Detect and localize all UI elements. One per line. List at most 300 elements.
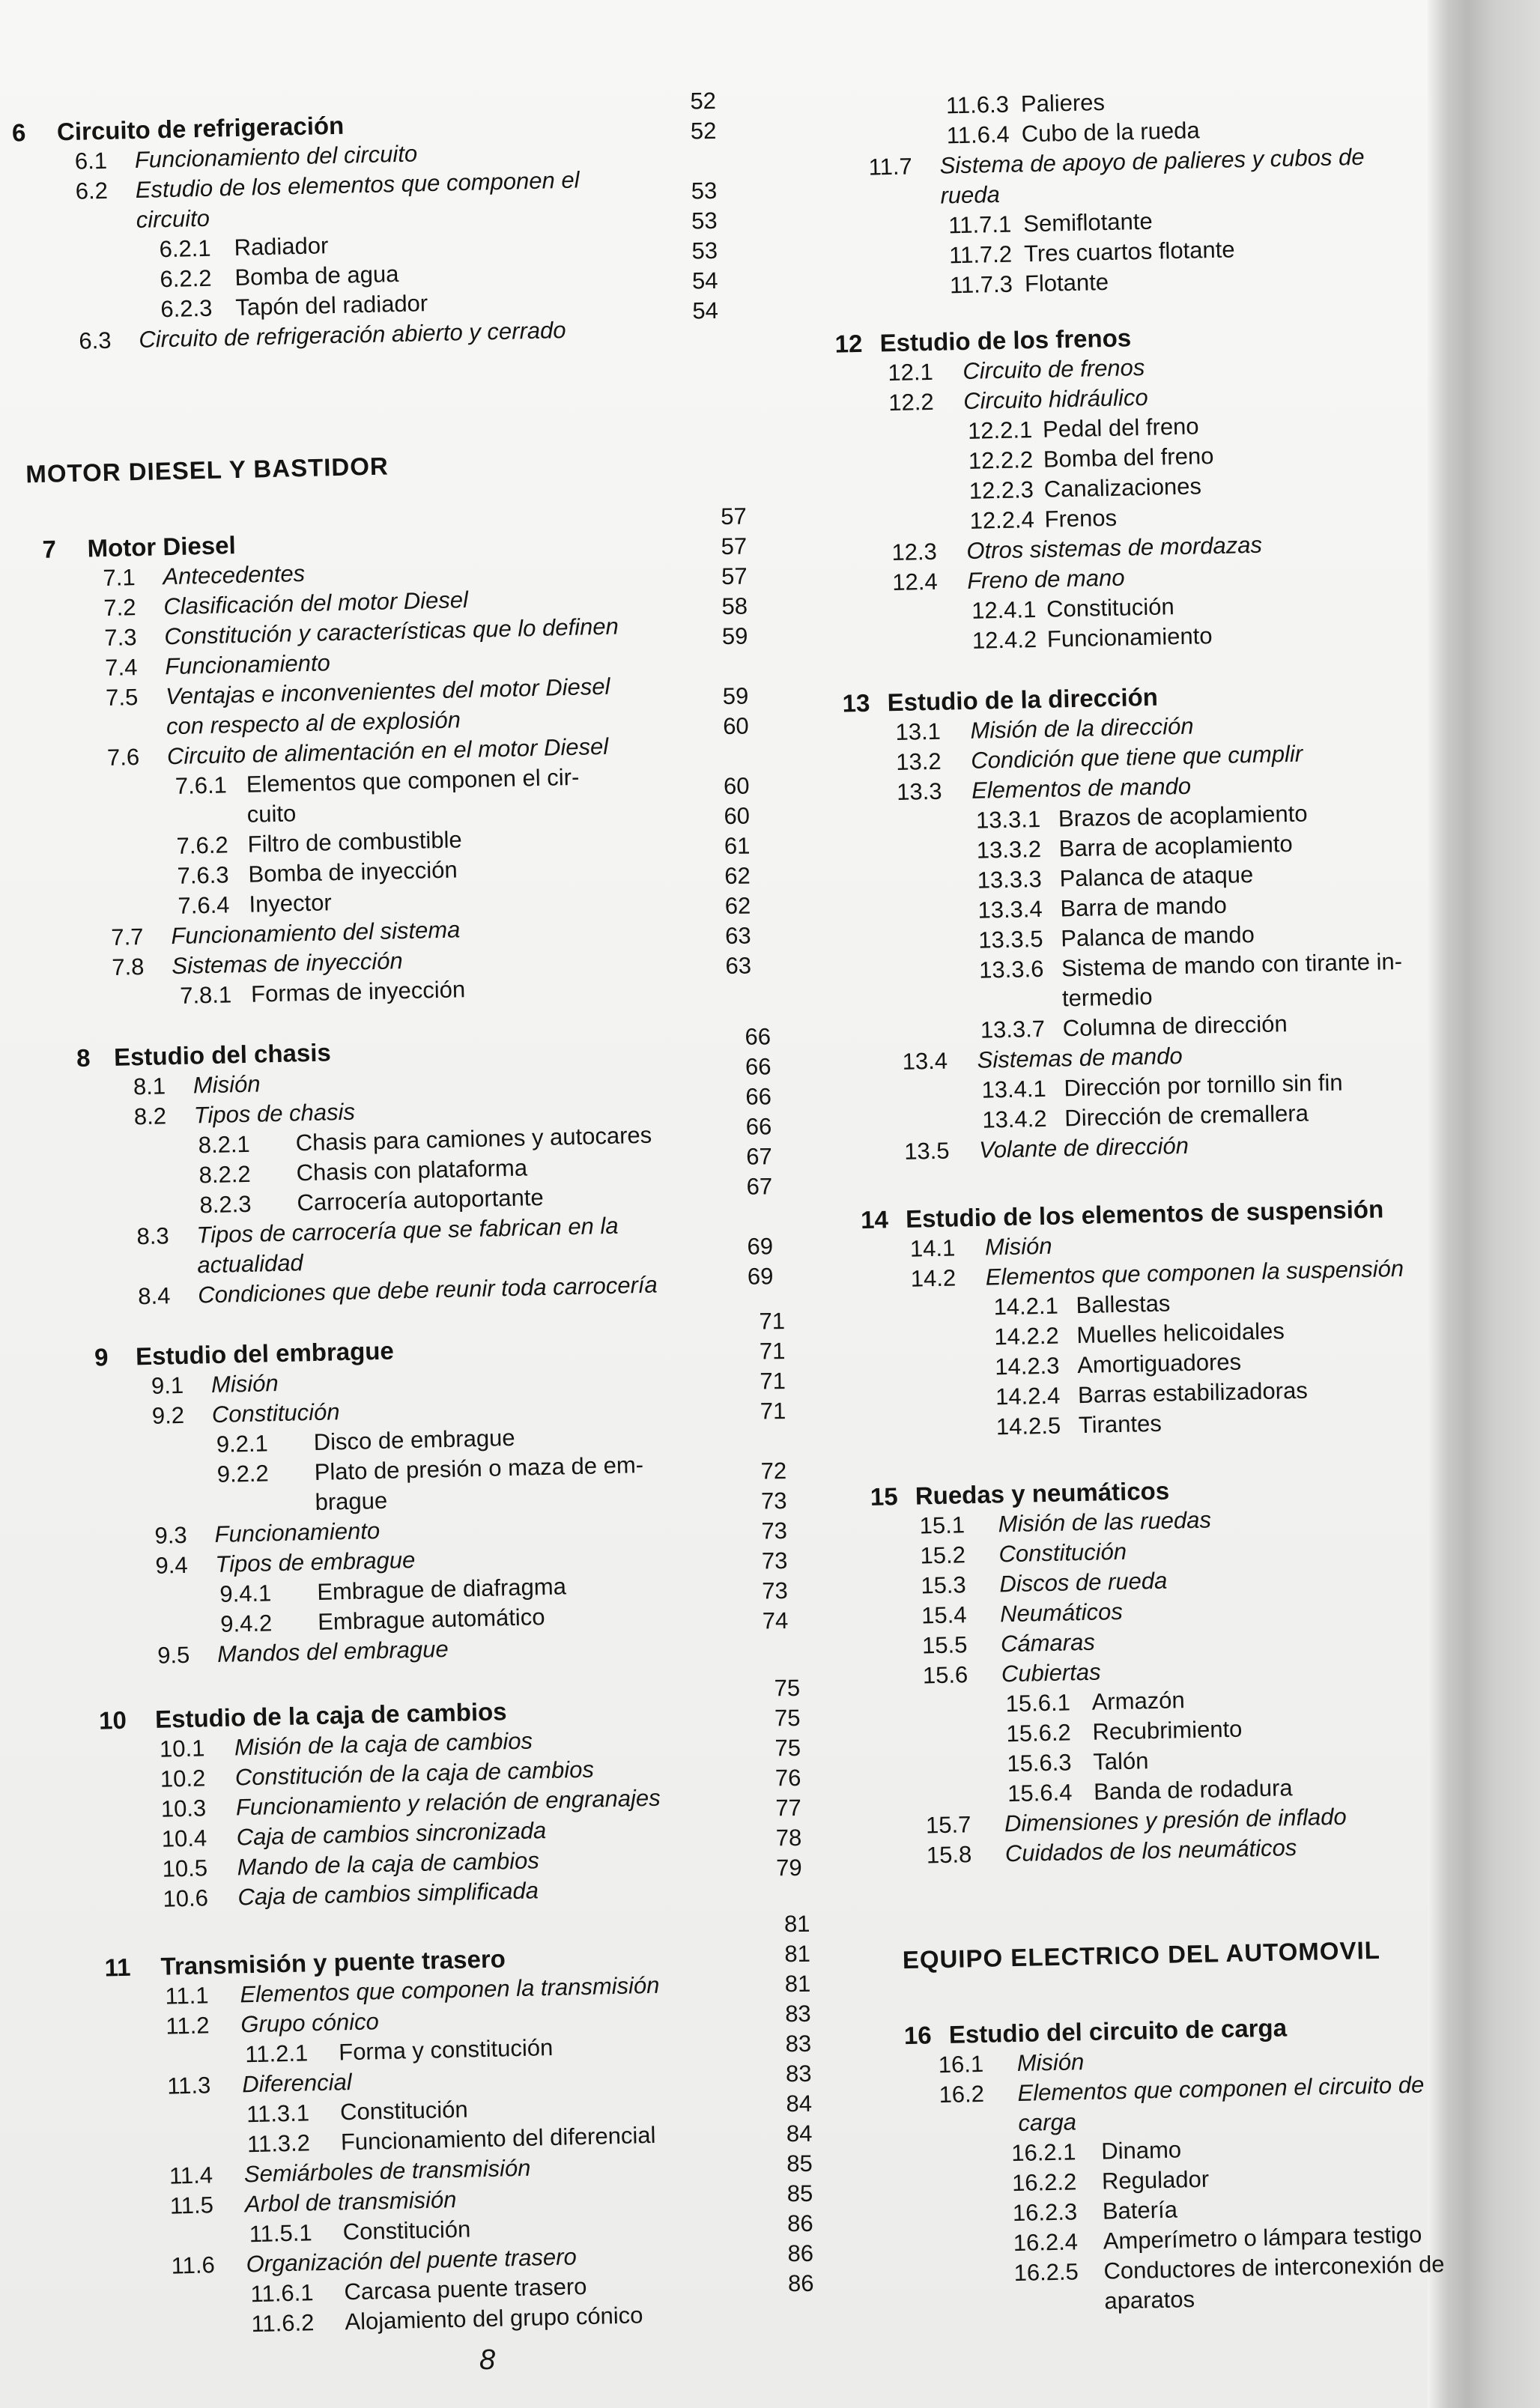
entry-title: Funcionamiento del diferencial (340, 2121, 656, 2156)
page-ref: 60 (723, 712, 749, 739)
entry-number: 7.6 (106, 744, 140, 771)
page-ref: 83 (785, 2060, 812, 2087)
entry-title: Palanca de mando (1060, 921, 1255, 952)
entry-title: Tipos de embrague (215, 1546, 416, 1578)
entry-title: Caja de cambios sincronizada (236, 1817, 547, 1851)
entry-number: 10.4 (161, 1825, 207, 1852)
entry-title: Palieres (1020, 88, 1106, 118)
chapter-title: Motor Diesel (87, 531, 237, 562)
entry-title: Misión (192, 1070, 261, 1099)
page-ref: 63 (725, 952, 752, 979)
entry-number: 14.2 (910, 1264, 957, 1292)
entry-title: Dirección por tornillo sin fin (1064, 1069, 1343, 1102)
page-ref: 63 (724, 922, 751, 949)
entry-title: Brazos de acoplamiento (1058, 800, 1308, 832)
page-ref: 60 (724, 802, 751, 829)
entry-number: 12.4 (891, 568, 939, 596)
chapter-number: 7 (42, 535, 57, 563)
page-ref: 76 (774, 1764, 801, 1792)
entry-title: Antecedentes (163, 559, 306, 590)
entry-title: Misión de las ruedas (998, 1506, 1212, 1538)
page-ref: 86 (786, 2210, 813, 2237)
entry-title: Constitución (211, 1398, 340, 1428)
entry-title: Bomba de inyección (248, 856, 458, 888)
chapter-title: Estudio del embrague (135, 1336, 395, 1371)
entry-number: 10.3 (160, 1795, 207, 1822)
entry-number: 8.4 (137, 1282, 171, 1310)
entry-number: 6.1 (74, 147, 108, 175)
entry-number: 13.4.2 (981, 1105, 1047, 1133)
page-ref: 81 (784, 1970, 811, 1998)
entry-title: Elementos que componen la suspensión (985, 1255, 1404, 1291)
entry-number: 12.2.3 (968, 476, 1034, 504)
entry-title: Elementos que componen el circuito de (1017, 2071, 1425, 2106)
entry-title: Inyector (249, 889, 333, 918)
entry-number: 12.2.1 (967, 416, 1033, 444)
entry-title: Plato de presión o maza de em- (314, 1452, 644, 1485)
entry-number: 16.2.2 (1011, 2168, 1077, 2197)
entry-number: 7.3 (103, 624, 137, 652)
page-ref: 60 (723, 772, 750, 799)
page-ref: 71 (759, 1338, 786, 1365)
page-ref: 62 (724, 892, 751, 919)
entry-number: 11.2.1 (244, 2039, 309, 2068)
entry-title: Ballestas (1076, 1290, 1171, 1319)
entry-number: 7.6.1 (175, 771, 228, 799)
entry-title: Tipos de chasis (193, 1098, 356, 1129)
entry-number: 9.2 (151, 1401, 185, 1429)
entry-title: Funcionamiento (214, 1517, 381, 1548)
entry-title: Tirantes (1078, 1410, 1162, 1439)
entry-title: Formas de inyección (250, 976, 466, 1007)
page-ref: 59 (722, 682, 749, 709)
entry-title: Dimensiones y presión de inflado (1004, 1803, 1347, 1837)
entry-number: 13.3.3 (977, 865, 1043, 894)
entry-title: aparatos (1104, 2286, 1195, 2314)
entry-title: Circuito de alimentación en el motor Diesel (166, 733, 609, 770)
entry-number: 11.2 (166, 2012, 210, 2039)
page-ref: 66 (745, 1023, 771, 1050)
entry-title: Alojamiento del grupo cónico (345, 2302, 643, 2335)
entry-number: 7.8.1 (179, 981, 232, 1009)
entry-number: 15.5 (921, 1631, 968, 1659)
page-ref: 67 (746, 1143, 772, 1170)
chapter-number: 15 (870, 1482, 898, 1511)
entry-title: Canalizaciones (1043, 473, 1202, 503)
entry-number: 8.2.2 (198, 1160, 251, 1189)
page-ref: 66 (745, 1053, 771, 1080)
entry-number: 11.6.1 (250, 2279, 314, 2308)
entry-title: Forma y constitución (338, 2034, 554, 2066)
page-ref: 71 (759, 1308, 786, 1335)
entry-number: 11.6.4 (946, 121, 1010, 149)
entry-title: Condiciones que debe reunir toda carrocería (197, 1271, 658, 1308)
entry-number: 11.4 (169, 2162, 213, 2189)
entry-title: Ventajas e inconvenientes del motor Diesel (165, 673, 610, 710)
page-ref: 69 (747, 1263, 774, 1290)
page-ref: 75 (774, 1704, 801, 1732)
page-ref: 57 (721, 562, 748, 589)
entry-number: 7.6.2 (176, 831, 229, 859)
entry-number: 11.7.1 (948, 210, 1012, 239)
entry-number: 6.2.1 (159, 234, 211, 263)
entry-number: 6.2.2 (160, 264, 212, 293)
entry-number: 9.4 (155, 1551, 188, 1579)
page-ref: 81 (783, 1910, 810, 1938)
page-ref: 75 (774, 1734, 801, 1762)
entry-title: circuito (136, 204, 210, 233)
entry-number: 6.2 (75, 177, 109, 204)
entry-title: Carrocería autoportante (297, 1183, 544, 1216)
entry-title: Chasis para camiones y autocares (295, 1121, 652, 1156)
entry-number: 11.6.3 (945, 91, 1010, 119)
entry-title: Disco de embrague (313, 1424, 515, 1455)
entry-number: 15.6.1 (1005, 1689, 1071, 1717)
entry-title: Talón (1092, 1747, 1149, 1775)
entry-title: brague (315, 1487, 388, 1515)
page-ref: 84 (786, 2120, 813, 2147)
entry-title: Cubo de la rueda (1021, 117, 1200, 148)
entry-title: Constitución (339, 2096, 469, 2126)
page-ref: 73 (762, 1577, 788, 1604)
entry-number: 10.6 (163, 1884, 209, 1912)
entry-title: Cubiertas (1001, 1658, 1101, 1687)
entry-number: 13.3.5 (977, 925, 1043, 953)
entry-title: Semiflotante (1022, 207, 1153, 237)
page-ref: 78 (775, 1824, 802, 1852)
entry-title: Misión (984, 1232, 1052, 1261)
entry-title: Organización del puente trasero (246, 2243, 578, 2278)
entry-title: termedio (1061, 983, 1153, 1012)
entry-title: Estudio de los elementos que componen el (135, 166, 580, 203)
entry-title: Semiárboles de transmisión (243, 2154, 531, 2188)
entry-title: Freno de mano (966, 564, 1125, 594)
entry-number: 7.4 (104, 654, 138, 682)
entry-number: 6.2.3 (160, 294, 213, 323)
page-ref: 79 (775, 1854, 802, 1881)
entry-number: 9.1 (151, 1371, 184, 1399)
entry-title: Dirección de cremallera (1064, 1100, 1309, 1132)
page-ref: 58 (721, 592, 748, 619)
page-ref: 52 (690, 117, 717, 145)
entry-title: Sistemas de mando (977, 1043, 1183, 1073)
page-ref: 52 (690, 87, 717, 115)
chapter-title: Estudio de los frenos (879, 324, 1132, 357)
chapter-number: 13 (842, 688, 870, 718)
chapter-title: Estudio de los elementos de suspensión (905, 1195, 1384, 1233)
entry-number: 13.3.2 (976, 835, 1042, 864)
entry-number: 9.5 (157, 1641, 190, 1669)
entry-number: 12.2 (888, 388, 934, 416)
entry-number: 13.5 (903, 1137, 950, 1165)
entry-title: Cuidados de los neumáticos (1004, 1834, 1297, 1867)
chapter-number: 8 (76, 1043, 91, 1073)
entry-title: Constitución (998, 1538, 1127, 1568)
entry-number: 12.1 (888, 358, 934, 386)
entry-title: Regulador (1101, 2165, 1210, 2195)
page-ref: 59 (721, 622, 748, 649)
entry-title: Recubrimiento (1092, 1715, 1243, 1745)
entry-title: Funcionamiento del sistema (171, 916, 461, 950)
entry-title: Misión (210, 1370, 279, 1398)
entry-title: Elementos de mando (971, 772, 1192, 804)
entry-number: 8.2.3 (199, 1190, 252, 1219)
entry-number: 12.2.4 (969, 506, 1035, 534)
entry-title: Carcasa puente trasero (344, 2273, 587, 2305)
entry-number: 8.2.1 (198, 1130, 251, 1159)
page-folio: 8 (479, 2344, 496, 2376)
entry-number: 11.6 (171, 2251, 216, 2279)
entry-number: 9.4.2 (219, 1610, 273, 1637)
entry-title: Barras estabilizadoras (1077, 1377, 1309, 1409)
entry-number: 14.2.4 (995, 1382, 1061, 1410)
entry-title: carga (1018, 2108, 1077, 2136)
entry-title: Constitución de la caja de cambios (234, 1756, 595, 1791)
entry-title: Arbol de transmisión (244, 2186, 457, 2218)
entry-title: Palanca de ataque (1059, 861, 1254, 892)
entry-title: Sistemas de inyección (171, 947, 404, 980)
entry-title: cuito (246, 800, 297, 828)
entry-title: Tapón del radiador (234, 290, 428, 321)
entry-number: 9.2.1 (216, 1430, 269, 1458)
page-ref: 73 (761, 1517, 788, 1544)
entry-number: 13.3.1 (975, 805, 1041, 834)
entry-title: Circuito de frenos (962, 354, 1145, 385)
entry-number: 15.8 (926, 1841, 972, 1869)
page-ref: 83 (785, 2000, 811, 2028)
entry-number: 14.2.3 (994, 1352, 1060, 1380)
entry-title: Funcionamiento (1046, 622, 1213, 652)
entry-title: Cámaras (1000, 1628, 1096, 1658)
page-ref: 69 (747, 1233, 774, 1260)
entry-number: 11.1 (165, 1982, 209, 2010)
entry-title: Grupo cónico (240, 2008, 380, 2038)
entry-number: 12.4.2 (971, 626, 1037, 654)
entry-title: con respecto al de explosión (166, 706, 461, 740)
entry-number: 12.2.2 (968, 446, 1034, 474)
page-ref: 53 (691, 237, 718, 264)
page-ref: 53 (691, 207, 718, 234)
entry-number: 7.5 (105, 684, 139, 712)
entry-number: 13.3.7 (980, 1015, 1046, 1043)
entry-title: Tres cuartos flotante (1023, 236, 1235, 267)
chapter-title: Circuito de refrigeración (56, 111, 345, 146)
entry-number: 9.2.2 (216, 1460, 270, 1487)
chapter-title: Transmisión y puente trasero (160, 1944, 506, 1980)
page-ref: 54 (691, 267, 718, 294)
entry-title: Pedal del freno (1042, 413, 1199, 443)
entry-title: Diferencial (241, 2069, 353, 2098)
entry-number: 8.3 (136, 1222, 169, 1250)
entry-title: Barra de acoplamiento (1058, 830, 1294, 862)
entry-title: Conductores de interconexión de (1103, 2251, 1445, 2284)
entry-number: 11.3 (166, 2072, 211, 2099)
entry-number: 16.1 (938, 2050, 984, 2078)
entry-number: 14.1 (909, 1234, 956, 1262)
page-ref: 73 (760, 1487, 787, 1514)
page-ref: 75 (774, 1674, 801, 1702)
chapter-title: Estudio de la caja de cambios (154, 1697, 507, 1733)
entry-title: Muelles helicoidales (1076, 1317, 1285, 1349)
entry-number: 11.7.2 (948, 240, 1013, 269)
entry-title: Columna de dirección (1062, 1010, 1288, 1042)
entry-number: 11.7 (868, 153, 913, 181)
entry-title: Clasificación del motor Diesel (163, 586, 469, 620)
entry-title: Dinamo (1100, 2136, 1182, 2165)
chapter-number: 16 (903, 2021, 933, 2050)
entry-number: 13.4 (902, 1047, 948, 1075)
entry-number: 14.2.2 (994, 1322, 1059, 1350)
entry-number: 16.2 (939, 2080, 985, 2108)
page-ref: 86 (787, 2269, 814, 2297)
entry-number: 12.4.1 (971, 596, 1037, 624)
entry-number: 13.2 (895, 747, 942, 775)
chapter-number: 10 (98, 1705, 127, 1735)
entry-number: 8.1 (133, 1073, 166, 1100)
entry-title: Amperímetro o lámpara testigo (1103, 2221, 1422, 2254)
entry-title: Banda de rodadura (1093, 1774, 1293, 1805)
entry-number: 16.2.4 (1013, 2228, 1079, 2257)
page-ref: 81 (784, 1940, 811, 1968)
entry-title: Sistema de apoyo de palieres y cubos de (939, 143, 1365, 179)
page-ref: 74 (762, 1607, 789, 1634)
page-ref: 72 (760, 1458, 787, 1484)
entry-number: 15.3 (921, 1571, 967, 1599)
entry-number: 13.3 (896, 777, 942, 805)
entry-number: 10.2 (160, 1765, 206, 1792)
entry-title: Constitución (1046, 593, 1175, 622)
page-ref: 66 (745, 1113, 772, 1140)
chapter-number: 14 (860, 1205, 889, 1234)
entry-title: Chasis con plataforma (296, 1154, 528, 1186)
entry-number: 9.3 (154, 1521, 188, 1549)
chapter-number: 9 (94, 1343, 109, 1371)
entry-number: 16.2.5 (1013, 2258, 1079, 2287)
page-ref: 77 (775, 1794, 801, 1822)
entry-number: 13.3.4 (977, 895, 1043, 924)
chapter-number: 6 (11, 118, 26, 147)
entry-title: Sistema de mando con tirante in- (1061, 947, 1403, 982)
entry-number: 8.2 (133, 1103, 167, 1130)
entry-number: 9.4.1 (219, 1580, 272, 1607)
page-ref: 85 (786, 2150, 813, 2177)
entry-number: 11.6.2 (251, 2309, 315, 2338)
entry-title: Constitución (342, 2216, 471, 2245)
entry-title: Bomba del freno (1043, 443, 1214, 473)
page-ref: 84 (786, 2090, 813, 2117)
page-ref: 73 (761, 1547, 788, 1574)
entry-title: Armazón (1091, 1687, 1186, 1715)
entry-title: Caja de cambios simplificada (237, 1877, 539, 1911)
chapter-title: Ruedas y neumáticos (915, 1476, 1170, 1510)
entry-title: Funcionamiento del circuito (134, 140, 418, 173)
page-ref: 57 (721, 503, 747, 530)
page-ref: 57 (721, 533, 748, 559)
entry-title: Condición que tiene que cumplir (970, 740, 1303, 774)
entry-number: 15.7 (925, 1811, 971, 1839)
entry-title: Neumáticos (999, 1598, 1124, 1628)
page-ref: 53 (691, 177, 718, 204)
entry-number: 11.5 (169, 2192, 214, 2219)
entry-number: 13.3.6 (978, 955, 1044, 983)
entry-title: Mando de la caja de cambios (237, 1847, 540, 1881)
page-ref: 61 (724, 832, 751, 859)
entry-number: 15.6.3 (1007, 1749, 1072, 1777)
entry-title: Funcionamiento (164, 649, 331, 680)
entry-title: Bomba de agua (234, 261, 399, 291)
page-ref: 71 (760, 1368, 786, 1395)
chapter-number: 11 (104, 1953, 131, 1982)
book-spine-shadow (1428, 0, 1540, 2408)
entry-title: Embrague de diafragma (316, 1573, 567, 1605)
entry-number: 7.1 (103, 564, 136, 592)
entry-number: 6.3 (78, 327, 112, 354)
entry-number: 7.7 (111, 923, 144, 950)
entry-number: 14.2.1 (993, 1292, 1059, 1320)
page-ref: 54 (692, 297, 719, 324)
entry-title: rueda (940, 181, 1001, 209)
entry-number: 15.1 (919, 1511, 965, 1539)
page-ref: 86 (787, 2239, 814, 2267)
entry-title: Misión de la dirección (970, 712, 1194, 744)
entry-title: Flotante (1024, 268, 1109, 297)
entry-number: 11.5.1 (249, 2219, 313, 2248)
entry-number: 7.6.4 (178, 891, 230, 919)
entry-title: Embrague automático (317, 1604, 545, 1635)
entry-number: 10.1 (159, 1735, 205, 1762)
part-heading: EQUIPO ELECTRICO DEL AUTOMOVIL (902, 1935, 1381, 1974)
entry-number: 14.2.5 (995, 1412, 1061, 1440)
entry-number: 7.2 (103, 594, 136, 622)
entry-title: Otros sistemas de mordazas (966, 531, 1263, 564)
entry-title: Amortiguadores (1076, 1348, 1242, 1379)
entry-number: 16.2.1 (1010, 2138, 1076, 2167)
chapter-title: Estudio de la dirección (887, 682, 1159, 717)
entry-number: 11.3.1 (246, 2099, 310, 2128)
entry-title: Misión (1016, 2048, 1085, 2076)
part-heading: MOTOR DIESEL Y BASTIDOR (25, 452, 389, 488)
entry-title: Volante de dirección (978, 1132, 1189, 1163)
entry-number: 13.4.1 (981, 1075, 1047, 1103)
entry-title: Constitución y características que lo definen (163, 613, 619, 650)
chapter-number: 12 (834, 329, 863, 358)
entry-title: actualidad (196, 1249, 304, 1279)
entry-title: Circuito hidráulico (962, 383, 1148, 415)
entry-number: 16.2.3 (1012, 2198, 1078, 2227)
page-ref: 71 (760, 1398, 786, 1425)
entry-title: Filtro de combustible (247, 826, 462, 858)
chapter-title: Estudio del circuito de carga (948, 2013, 1288, 2048)
entry-title: Elementos que componen la transmisión (240, 1971, 660, 2008)
page-ref: 83 (785, 2030, 812, 2057)
entry-title: Discos de rueda (998, 1567, 1168, 1598)
entry-number: 7.8 (111, 953, 145, 980)
page-ref: 62 (724, 862, 751, 889)
entry-title: Funcionamiento y relación de engranajes (235, 1784, 661, 1821)
entry-number: 15.2 (920, 1541, 966, 1569)
entry-title: Frenos (1044, 504, 1118, 533)
entry-title: Batería (1102, 2196, 1178, 2224)
entry-number: 11.7.3 (949, 270, 1013, 299)
entry-title: Circuito de refrigeración abierto y cerrado (138, 316, 566, 353)
entry-title: Misión de la caja de cambios (234, 1727, 533, 1761)
entry-number: 15.6.4 (1007, 1779, 1073, 1807)
entry-number: 7.6.3 (177, 861, 229, 889)
entry-title: Tipos de carrocería que se fabrican en la (196, 1212, 619, 1249)
page-ref: 85 (786, 2180, 813, 2207)
page-ref: 66 (745, 1083, 772, 1110)
entry-number: 11.3.2 (246, 2129, 311, 2158)
